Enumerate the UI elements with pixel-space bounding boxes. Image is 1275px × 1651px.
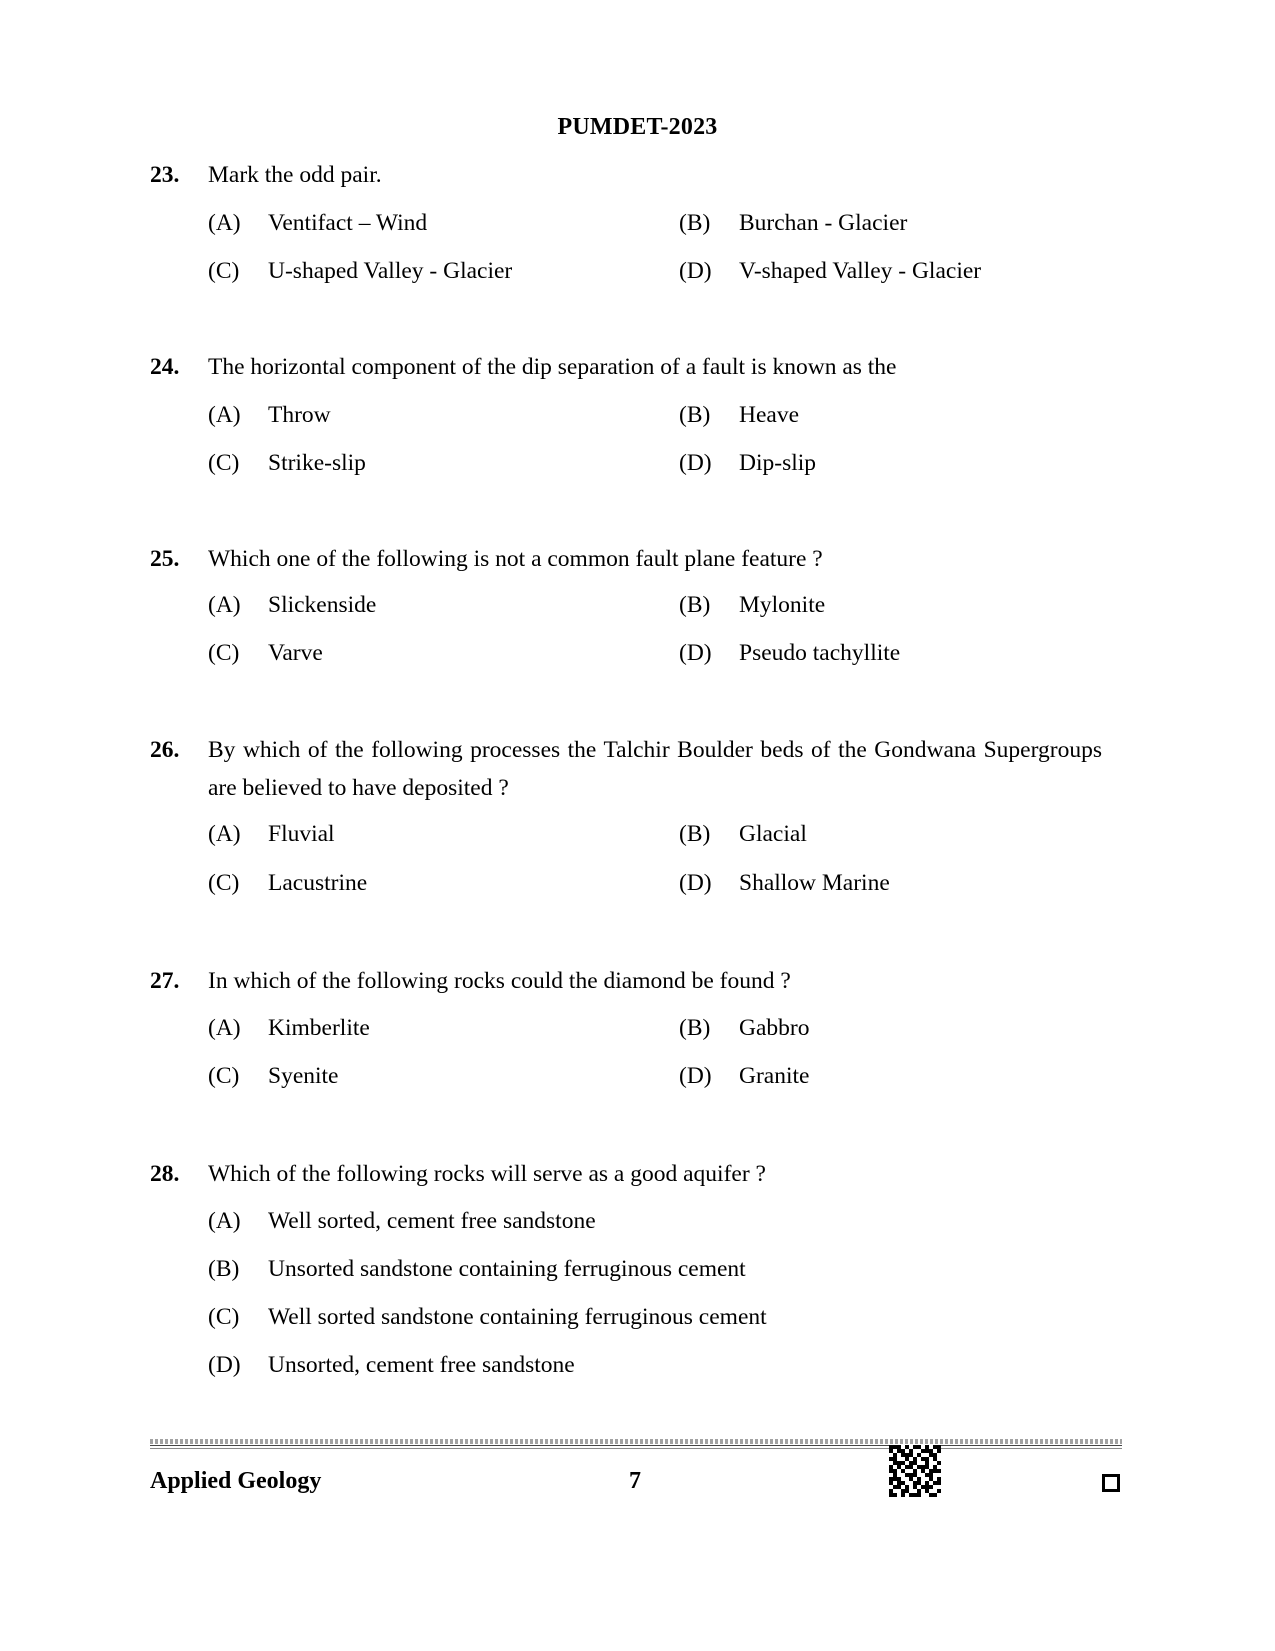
- option-label: (B): [679, 402, 711, 428]
- option-text: Throw: [268, 402, 331, 428]
- question-number: 25.: [150, 546, 180, 572]
- option-text: Dip-slip: [739, 450, 817, 476]
- option-text: Strike-slip: [268, 450, 366, 476]
- question-text: By which of the following processes the Talchir Boulder beds of the Gondwana Supergroups are believed to have deposited ?: [208, 737, 1102, 801]
- option-label: (C): [208, 1304, 240, 1330]
- option-label: (D): [679, 258, 712, 284]
- option-label: (D): [679, 1063, 712, 1089]
- option-text: Mylonite: [739, 592, 826, 618]
- option-label: (D): [679, 450, 712, 476]
- option-text: Gabbro: [739, 1015, 810, 1041]
- option-label: (C): [208, 450, 240, 476]
- option-label: (A): [208, 210, 241, 236]
- option-label: (B): [679, 1015, 711, 1041]
- page-number: 7: [629, 1468, 641, 1494]
- question-number: 26.: [150, 737, 180, 763]
- question-text: In which of the following rocks could the diamond be found ?: [208, 968, 791, 994]
- option-text: Shallow Marine: [739, 870, 890, 896]
- option-text: Syenite: [268, 1063, 339, 1089]
- option-label: (A): [208, 402, 241, 428]
- question-number: 28.: [150, 1161, 180, 1187]
- question-number: 23.: [150, 162, 180, 188]
- option-label: (A): [208, 1015, 241, 1041]
- option-label: (D): [679, 870, 712, 896]
- option-label: (C): [208, 1063, 240, 1089]
- option-text: Well sorted sandstone containing ferruginous cement: [268, 1304, 767, 1330]
- option-text: V-shaped Valley - Glacier: [739, 258, 982, 284]
- option-text: Pseudo tachyllite: [739, 640, 901, 666]
- option-text: Unsorted sandstone containing ferruginous cement: [268, 1256, 746, 1282]
- option-label: (B): [679, 592, 711, 618]
- option-text: Granite: [739, 1063, 810, 1089]
- option-text: Varve: [268, 640, 323, 666]
- qr-code-icon: [889, 1445, 941, 1497]
- option-label: (C): [208, 258, 240, 284]
- option-text: Unsorted, cement free sandstone: [268, 1352, 575, 1378]
- option-label: (D): [679, 640, 712, 666]
- option-text: Kimberlite: [268, 1015, 370, 1041]
- option-label: (B): [679, 210, 711, 236]
- option-text: Glacial: [739, 821, 807, 847]
- question-text: The horizontal component of the dip separation of a fault is known as the: [208, 354, 897, 380]
- option-text: Heave: [739, 402, 800, 428]
- option-label: (A): [208, 592, 241, 618]
- footer-subject: Applied Geology: [150, 1468, 322, 1494]
- question-text: Which one of the following is not a common fault plane feature ?: [208, 546, 823, 572]
- option-text: Slickenside: [268, 592, 377, 618]
- option-label: (B): [208, 1256, 240, 1282]
- confidential-microtext-strip: [150, 1439, 1122, 1444]
- option-text: Burchan - Glacier: [739, 210, 908, 236]
- question-text: Mark the odd pair.: [208, 162, 382, 188]
- question-text: Which of the following rocks will serve as a good aquifer ?: [208, 1161, 766, 1187]
- option-text: U-shaped Valley - Glacier: [268, 258, 513, 284]
- option-text: Lacustrine: [268, 870, 368, 896]
- footer-divider: [150, 1445, 1122, 1449]
- square-marker-icon: [1102, 1474, 1120, 1492]
- option-label: (C): [208, 870, 240, 896]
- option-label: (B): [679, 821, 711, 847]
- option-label: (D): [208, 1352, 241, 1378]
- question-number: 27.: [150, 968, 180, 994]
- option-label: (A): [208, 1208, 241, 1234]
- exam-title: PUMDET-2023: [557, 114, 718, 140]
- option-label: (A): [208, 821, 241, 847]
- option-text: Ventifact – Wind: [268, 210, 428, 236]
- question-number: 24.: [150, 354, 180, 380]
- option-label: (C): [208, 640, 240, 666]
- option-text: Well sorted, cement free sandstone: [268, 1208, 596, 1234]
- option-text: Fluvial: [268, 821, 335, 847]
